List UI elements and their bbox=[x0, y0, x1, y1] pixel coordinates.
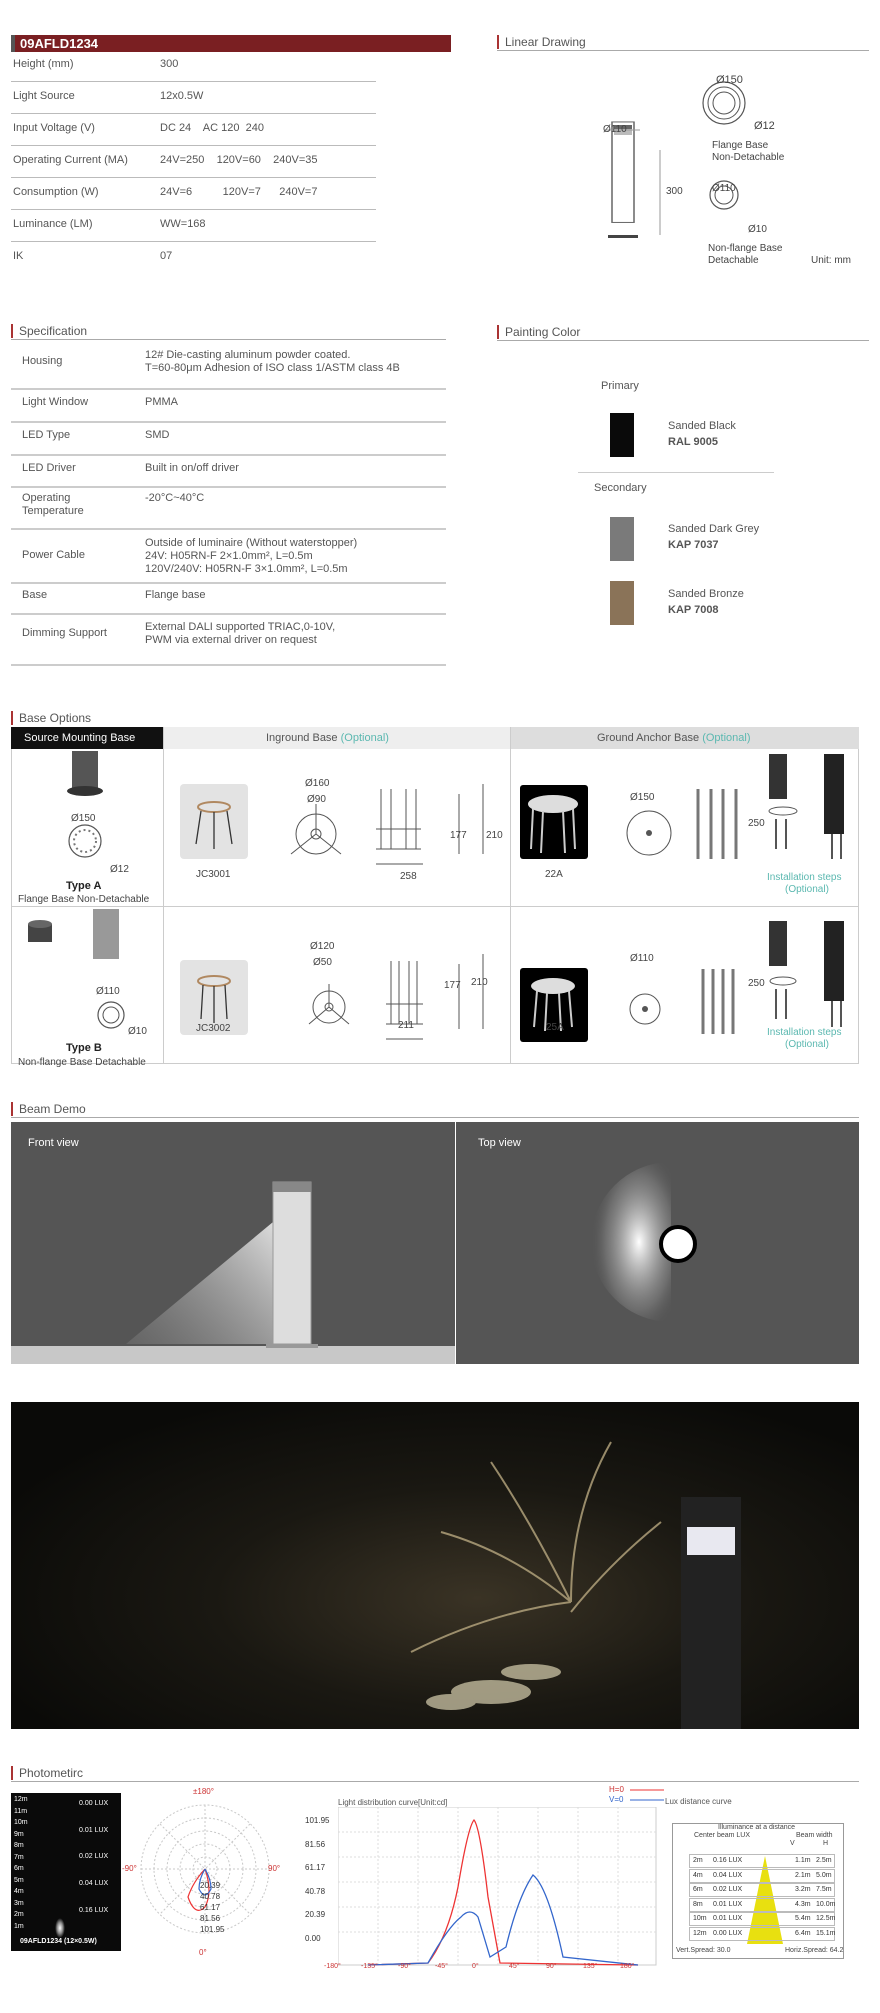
jc2-d50: Ø50 bbox=[313, 957, 332, 968]
lux-row-v: 6.4m bbox=[795, 1929, 811, 1937]
distance-label: 7m bbox=[14, 1853, 24, 1861]
lux-h: H bbox=[823, 1840, 829, 1847]
ld-nonflange-2: Detachable bbox=[708, 255, 759, 266]
lux-row-border bbox=[689, 1869, 835, 1883]
polar-value: 61.17 bbox=[200, 1903, 221, 1912]
swatch-black bbox=[610, 413, 634, 457]
lux-label: 0.01 LUX bbox=[79, 1827, 109, 1834]
distance-label: 4m bbox=[14, 1888, 24, 1895]
y-tick: 81.56 bbox=[305, 1839, 326, 1849]
lux-row-v: 3.2m bbox=[795, 1886, 811, 1893]
b-type: Type B bbox=[66, 1042, 102, 1054]
distance-label: 1m bbox=[14, 1922, 24, 1930]
install-1b: Installation steps bbox=[767, 1027, 842, 1038]
param-value: 07 bbox=[160, 250, 173, 262]
legend-h: H=0 bbox=[609, 1785, 624, 1794]
lux-row-lux: 0.00 LUX bbox=[713, 1929, 743, 1937]
lux-row-dist: 6m bbox=[693, 1886, 703, 1893]
spec-label: Light Window bbox=[22, 396, 89, 408]
param-value: DC 24 AC 120 240 bbox=[160, 122, 264, 134]
front-view-label: Front view bbox=[28, 1137, 79, 1149]
lux-row-h: 2.5m bbox=[816, 1857, 832, 1864]
spec-value: Outside of luminaire (Without waterstopper) 24V: H05RN-F 2×1.0mm², L=0.5m 120V/240V: H05RN-F 3×1.0mm², L=0.5m bbox=[145, 537, 358, 575]
lux-row-h: 7.5m bbox=[816, 1886, 832, 1893]
jc1-h1: 177 bbox=[450, 830, 467, 841]
swatch-grey-name: Sanded Dark Grey bbox=[668, 523, 760, 535]
lux-row-border bbox=[689, 1898, 835, 1912]
ld-flange-2: Non-Detachable bbox=[712, 152, 785, 163]
b-d10: Ø10 bbox=[128, 1026, 147, 1037]
jc1-label: JC3001 bbox=[196, 869, 231, 880]
ld-h300: 300 bbox=[666, 186, 683, 197]
a-d150: Ø150 bbox=[71, 813, 96, 824]
y-tick: 20.39 bbox=[305, 1910, 326, 1919]
swatch-black-name: Sanded Black bbox=[668, 420, 736, 432]
y-tick: 101.95 bbox=[305, 1816, 330, 1825]
spec-label: Dimming Support bbox=[22, 627, 107, 639]
base-options-drawings bbox=[11, 749, 859, 1064]
b-desc: Non-flange Base Detachable bbox=[18, 1057, 146, 1068]
polar-bottom: 0° bbox=[199, 1948, 207, 1957]
distance-label: 12m bbox=[14, 1796, 28, 1803]
param-label: Luminance (LM) bbox=[13, 218, 93, 230]
spec-divider bbox=[11, 664, 446, 666]
lux-row-h: 15.1m bbox=[816, 1929, 836, 1937]
ld-nonflange-1: Non-flange Base bbox=[708, 243, 783, 254]
param-value: 12x0.5W bbox=[160, 90, 204, 102]
x-tick: -45° bbox=[435, 1963, 448, 1970]
distance-label: 3m bbox=[14, 1899, 24, 1907]
install-1a: Installation steps bbox=[767, 872, 842, 883]
lux-row-border bbox=[689, 1927, 835, 1941]
product-code: 09AFLD1234 bbox=[20, 36, 99, 51]
jc2-h2: 210 bbox=[471, 977, 488, 988]
distance-label: 11m bbox=[14, 1807, 28, 1815]
param-divider bbox=[11, 145, 376, 146]
beam-demo-title: Beam Demo bbox=[11, 1102, 86, 1116]
jc2-w: 211 bbox=[398, 1020, 414, 1031]
lux-head1: Illuminance at a distance bbox=[718, 1824, 796, 1831]
ld-d12: Ø12 bbox=[754, 120, 775, 132]
polar-top: ±180° bbox=[193, 1787, 214, 1796]
x-tick: -180° bbox=[324, 1963, 341, 1970]
a25-label: 25A bbox=[546, 1022, 564, 1033]
polar-left: -90° bbox=[122, 1864, 137, 1873]
param-label: Input Voltage (V) bbox=[13, 122, 95, 134]
spec-value: External DALI supported TRIAC,0-10V, PWM via external driver on request bbox=[145, 621, 336, 646]
night-photo-plants bbox=[11, 1402, 859, 1729]
lux-row-lux: 0.02 LUX bbox=[713, 1886, 743, 1893]
spec-value: Flange base bbox=[145, 589, 206, 601]
distance-label: 8m bbox=[14, 1842, 24, 1849]
param-divider bbox=[11, 81, 376, 82]
lux-row-v: 4.3m bbox=[795, 1900, 811, 1908]
x-tick: -135° bbox=[361, 1963, 378, 1970]
ld-d10: Ø10 bbox=[748, 224, 767, 235]
x-tick: -90° bbox=[398, 1963, 411, 1970]
lux-row-border bbox=[689, 1912, 835, 1926]
lux-head3: Beam width bbox=[796, 1832, 833, 1839]
spec-value: PMMA bbox=[145, 396, 178, 408]
install-2b: (Optional) bbox=[785, 1039, 829, 1050]
lux-row-lux: 0.01 LUX bbox=[713, 1915, 743, 1922]
section-divider bbox=[497, 50, 869, 51]
spec-value: 12# Die-casting aluminum powder coated. T=60-80μm Adhesion of ISO class 1/ASTM class 4B bbox=[145, 349, 400, 374]
swatch-black-code: RAL 9005 bbox=[668, 436, 718, 448]
spec-value: Built in on/off driver bbox=[145, 462, 239, 474]
lux-row-v: 5.4m bbox=[795, 1915, 811, 1922]
painting-divider bbox=[578, 472, 774, 473]
x-tick: 180° bbox=[620, 1963, 635, 1970]
beam-image-panel bbox=[11, 1793, 121, 1951]
lux-row-h: 10.0m bbox=[816, 1900, 836, 1908]
y-tick: 61.17 bbox=[305, 1863, 326, 1872]
horiz-spread: Horiz.Spread: 64.2 bbox=[785, 1947, 844, 1954]
legend-lines bbox=[628, 1785, 668, 1805]
ld-d150: Ø150 bbox=[716, 74, 743, 86]
col2-optional: (Optional) bbox=[340, 732, 389, 744]
beam-image-model: 09AFLD1234 (12×0.5W) bbox=[20, 1938, 97, 1945]
a-type: Type A bbox=[66, 880, 102, 892]
spec-label: LED Type bbox=[22, 429, 71, 441]
distribution-curve bbox=[338, 1807, 658, 1967]
lux-row-v: 2.1m bbox=[795, 1871, 811, 1879]
primary-label: Primary bbox=[601, 380, 639, 392]
jc1-w: 258 bbox=[400, 871, 417, 882]
distance-label: 10m bbox=[14, 1819, 28, 1826]
spec-divider bbox=[11, 388, 446, 390]
polar-value: 40.78 bbox=[200, 1892, 221, 1901]
param-divider bbox=[11, 113, 376, 114]
distance-label: 2m bbox=[14, 1911, 24, 1918]
spec-divider bbox=[11, 582, 446, 584]
a-desc: Flange Base Non-Detachable bbox=[18, 894, 150, 905]
spec-divider bbox=[11, 421, 446, 423]
section-divider bbox=[11, 1117, 859, 1118]
photometric-title: Photometirc bbox=[11, 1766, 83, 1780]
col2-header-text bbox=[266, 732, 389, 744]
param-divider bbox=[11, 209, 376, 210]
swatch-dark-grey bbox=[610, 517, 634, 561]
ld-d110: Ø110 bbox=[603, 124, 627, 135]
param-value: 24V=6 120V=7 240V=7 bbox=[160, 186, 318, 198]
vert-spread: Vert.Spread: 30.0 bbox=[676, 1947, 731, 1954]
lux-row-h: 12.5m bbox=[816, 1915, 836, 1922]
distance-label: 5m bbox=[14, 1876, 24, 1884]
col3-optional: (Optional) bbox=[702, 732, 751, 744]
a-d12: Ø12 bbox=[110, 864, 129, 875]
spec-label: Power Cable bbox=[22, 549, 85, 561]
a22-label: 22A bbox=[545, 869, 563, 880]
param-label: Light Source bbox=[13, 90, 75, 102]
lux-label: 0.02 LUX bbox=[79, 1853, 109, 1860]
jc1-d160: Ø160 bbox=[305, 778, 330, 789]
param-label: Consumption (W) bbox=[13, 186, 99, 198]
section-divider bbox=[11, 339, 446, 340]
polar-value: 81.56 bbox=[200, 1914, 221, 1923]
lux-head2: Center beam LUX bbox=[694, 1832, 751, 1839]
painting-title: Painting Color bbox=[497, 325, 580, 339]
lux-row-v: 1.1m bbox=[795, 1857, 811, 1864]
lux-label: 0.04 LUX bbox=[79, 1880, 109, 1887]
lux-row-dist: 2m bbox=[693, 1857, 703, 1864]
jc1-d90: Ø90 bbox=[307, 794, 326, 805]
jc1-h2: 210 bbox=[486, 830, 503, 841]
front-view-beam bbox=[11, 1122, 455, 1364]
top-view-beam bbox=[456, 1122, 859, 1364]
section-divider bbox=[11, 1781, 859, 1782]
lux-title: Lux distance curve bbox=[665, 1797, 732, 1806]
a25-h: 250 bbox=[748, 978, 765, 989]
param-label: Operating Current (MA) bbox=[13, 154, 128, 166]
secondary-label: Secondary bbox=[594, 482, 647, 494]
ld-flange-1: Flange Base bbox=[712, 140, 769, 151]
col2-title: Inground Base bbox=[266, 732, 338, 744]
x-tick: 135° bbox=[583, 1963, 598, 1970]
specification-title: Specification bbox=[11, 324, 87, 338]
param-value: WW=168 bbox=[160, 218, 206, 230]
polar-right: 90° bbox=[268, 1864, 281, 1873]
jc2-d120: Ø120 bbox=[310, 941, 335, 952]
spec-divider bbox=[11, 528, 446, 530]
col3-header-text bbox=[597, 732, 750, 744]
b-d110: Ø110 bbox=[96, 986, 120, 997]
param-divider bbox=[11, 177, 376, 178]
spec-value: -20°C~40°C bbox=[145, 492, 205, 504]
a22-d: Ø150 bbox=[630, 792, 655, 803]
spec-label: Housing bbox=[22, 355, 63, 367]
x-tick: 90° bbox=[546, 1963, 557, 1970]
ld-d110b: Ø110 bbox=[712, 183, 736, 194]
lux-row-dist: 4m bbox=[693, 1871, 703, 1879]
a22-h: 250 bbox=[748, 818, 765, 829]
param-value: 24V=250 120V=60 240V=35 bbox=[160, 154, 318, 166]
jc2-h1: 177 bbox=[444, 980, 461, 991]
lux-row-lux: 0.16 LUX bbox=[713, 1857, 743, 1864]
distance-label: 9m bbox=[14, 1830, 24, 1838]
lux-row-lux: 0.04 LUX bbox=[713, 1871, 743, 1879]
curve-title: Light distribution curve[Unit:cd] bbox=[338, 1798, 448, 1807]
lux-label: 0.16 LUX bbox=[79, 1907, 109, 1914]
spec-value: SMD bbox=[145, 429, 170, 441]
lux-row-lux: 0.01 LUX bbox=[713, 1900, 743, 1908]
lux-row-dist: 12m bbox=[693, 1929, 707, 1937]
spec-label: Operating Temperature bbox=[22, 492, 84, 517]
y-tick: 0.00 bbox=[305, 1933, 321, 1943]
jc2-label: JC3002 bbox=[196, 1023, 231, 1034]
swatch-bronze-code: KAP 7008 bbox=[668, 604, 719, 616]
param-value: 300 bbox=[160, 58, 179, 70]
swatch-bronze-name: Sanded Bronze bbox=[668, 588, 744, 600]
lux-row-border bbox=[689, 1883, 835, 1897]
param-divider bbox=[11, 241, 376, 242]
lux-row-border bbox=[689, 1854, 835, 1868]
base-options-title: Base Options bbox=[11, 711, 91, 725]
a25-d: Ø110 bbox=[630, 953, 654, 964]
spec-divider bbox=[11, 454, 446, 456]
y-tick: 40.78 bbox=[305, 1886, 326, 1896]
lux-row-dist: 8m bbox=[693, 1900, 703, 1908]
legend-v: V=0 bbox=[609, 1795, 624, 1804]
swatch-bronze bbox=[610, 581, 634, 625]
spec-divider bbox=[11, 486, 446, 488]
lux-label: 0.00 LUX bbox=[79, 1800, 109, 1807]
distance-label: 6m bbox=[14, 1865, 24, 1872]
param-label: IK bbox=[13, 250, 24, 262]
lux-row-dist: 10m bbox=[693, 1915, 707, 1922]
polar-value: 20.39 bbox=[200, 1881, 221, 1890]
swatch-grey-code: KAP 7037 bbox=[668, 539, 719, 551]
x-tick: 0° bbox=[472, 1963, 479, 1970]
col1-header-text: Source Mounting Base bbox=[24, 732, 136, 744]
x-tick: 45° bbox=[509, 1963, 520, 1970]
spec-label: LED Driver bbox=[22, 462, 76, 474]
linear-drawing-title: Linear Drawing bbox=[497, 35, 586, 49]
top-view-label: Top view bbox=[478, 1137, 521, 1149]
col3-title: Ground Anchor Base bbox=[597, 732, 700, 744]
spec-divider bbox=[11, 613, 446, 615]
lux-row-h: 5.0m bbox=[816, 1871, 832, 1879]
polar-value: 101.95 bbox=[200, 1925, 225, 1934]
ld-unit: Unit: mm bbox=[811, 255, 851, 266]
lux-v: V bbox=[790, 1840, 795, 1847]
param-label: Height (mm) bbox=[13, 58, 74, 70]
install-2a: (Optional) bbox=[785, 884, 829, 895]
beam-glow bbox=[55, 1918, 65, 1938]
section-divider bbox=[497, 340, 869, 341]
spec-label: Base bbox=[22, 589, 48, 601]
